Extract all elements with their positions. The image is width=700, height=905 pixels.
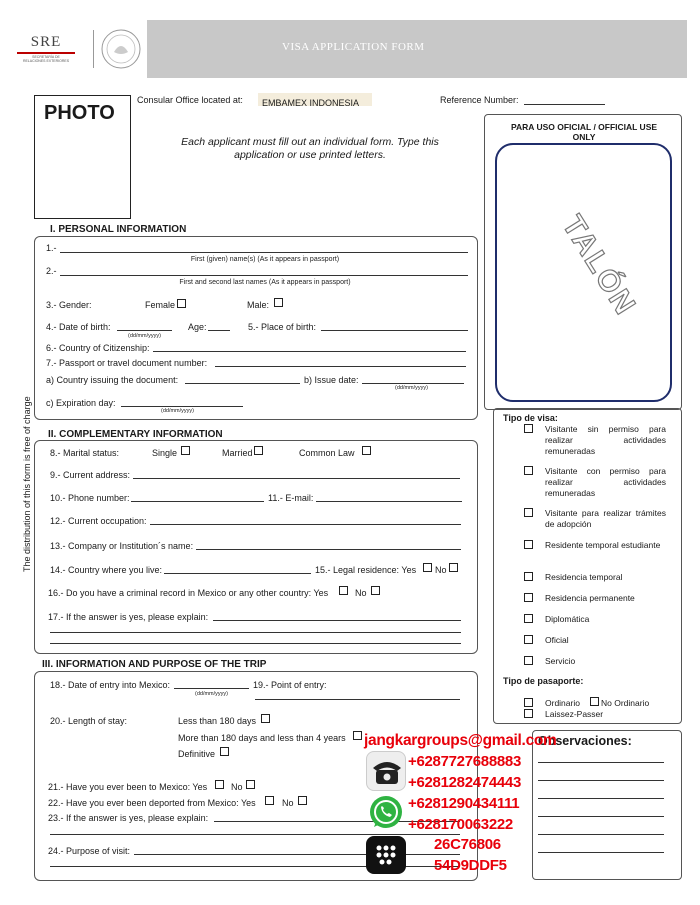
legal-residence-no-checkbox[interactable] xyxy=(449,563,458,572)
email-field[interactable] xyxy=(316,501,462,502)
reference-field[interactable] xyxy=(524,104,605,105)
gender-label: 3.- Gender: xyxy=(46,300,92,310)
stay-option-1-label: Less than 180 days xyxy=(178,716,257,726)
explain-23-line-2[interactable] xyxy=(50,834,460,835)
common-law-checkbox[interactable] xyxy=(362,446,371,455)
passport-ordinario-checkbox[interactable] xyxy=(524,698,533,707)
visa-type-label-4: Residente temporal estudiante xyxy=(545,540,661,550)
talon-box xyxy=(495,143,672,402)
stay-option-3-checkbox[interactable] xyxy=(220,747,229,756)
visa-type-label-2: Visitante con permiso para realizar actividades remuneradas xyxy=(545,466,666,498)
expiration-label: c) Expiration day: xyxy=(46,398,116,408)
expiration-field[interactable] xyxy=(121,406,243,407)
citizenship-field[interactable] xyxy=(153,351,466,352)
observaciones-panel xyxy=(532,730,682,880)
overlay-email: jangkargroups@gmail.com xyxy=(364,732,557,749)
passport-no-ordinario-checkbox[interactable] xyxy=(590,697,599,706)
legal-residence-label: 15.- Legal residence: Yes xyxy=(315,565,417,575)
sre-logo xyxy=(10,34,82,64)
female-checkbox[interactable] xyxy=(177,299,186,308)
tipo-visa-label: Tipo de visa: xyxy=(503,413,558,423)
telephone-icon xyxy=(366,751,406,791)
legal-residence-no-label: No xyxy=(435,565,447,575)
last-names-field[interactable] xyxy=(60,275,468,276)
passport-number-label: 7.- Passport or travel document number: xyxy=(46,358,208,368)
female-label: Female xyxy=(145,300,176,310)
address-label: 9.- Current address: xyxy=(50,470,131,480)
official-use-panel xyxy=(484,114,682,410)
tipo-pasaporte-label: Tipo de pasaporte: xyxy=(503,676,584,686)
passport-laissez-label: Laissez-Passer xyxy=(545,709,604,719)
observaciones-line-5[interactable] xyxy=(538,834,664,835)
visa-type-label-9: Servicio xyxy=(545,656,576,666)
issue-date-label: b) Issue date: xyxy=(304,375,359,385)
entry-date-label: 18.- Date of entry into Mexico: xyxy=(50,680,171,690)
male-checkbox[interactable] xyxy=(274,298,283,307)
deported-no-checkbox[interactable] xyxy=(298,796,307,805)
entry-point-label: 19.- Point of entry: xyxy=(253,680,327,690)
legal-residence-yes-checkbox[interactable] xyxy=(423,563,432,572)
visa-type-checkbox-5[interactable] xyxy=(524,572,533,581)
visa-type-checkbox-4[interactable] xyxy=(524,540,533,549)
entry-point-field[interactable] xyxy=(255,699,460,700)
purpose-label: 24.- Purpose of visit: xyxy=(48,846,131,856)
form-title-bar xyxy=(147,20,687,78)
overlay-phone-3: +6281290434111 xyxy=(408,795,520,812)
purpose-field-1[interactable] xyxy=(134,854,460,855)
section-complementary-title: II. COMPLEMENTARY INFORMATION xyxy=(48,429,223,440)
criminal-record-label: 16.- Do you have a criminal record in Mexico or any other country: Yes xyxy=(48,588,329,598)
company-label: 13.- Company or Institution´s name: xyxy=(50,541,194,551)
age-field[interactable] xyxy=(208,330,230,331)
talon-stamp: TALÓN xyxy=(555,209,643,322)
observaciones-line-1[interactable] xyxy=(538,762,664,763)
stay-option-3-label: Definitive xyxy=(178,749,216,759)
address-field[interactable] xyxy=(133,478,460,479)
visa-type-label-6: Residencia permanente xyxy=(545,593,635,603)
consular-office-field[interactable] xyxy=(258,93,372,106)
consular-office-value: EMBAMEX INDONESIA xyxy=(262,98,360,108)
visa-type-label-8: Oficial xyxy=(545,635,569,645)
explain-17-line-3[interactable] xyxy=(50,643,461,644)
sre-logo-sub1: SECRETARÍA DE xyxy=(32,55,60,59)
section-trip-title: III. INFORMATION AND PURPOSE OF THE TRIP xyxy=(42,659,267,670)
stay-option-2-label: More than 180 days and less than 4 years xyxy=(178,733,346,743)
photo-label: PHOTO xyxy=(44,102,115,124)
phone-field[interactable] xyxy=(131,501,264,502)
sre-logo-text: SRE xyxy=(30,34,62,50)
sre-logo-sub2: RELACIONES EXTERIORES xyxy=(22,59,70,63)
issuing-country-label: a) Country issuing the document: xyxy=(46,375,179,385)
citizenship-label: 6.- Country of Citizenship: xyxy=(46,343,150,353)
deported-yes-checkbox[interactable] xyxy=(265,796,274,805)
visa-type-checkbox-1[interactable] xyxy=(524,424,533,433)
single-label: Single xyxy=(152,448,178,458)
visa-type-checkbox-8[interactable] xyxy=(524,635,533,644)
deported-label: 22.- Have you ever been deported from Mexico: Yes xyxy=(48,798,256,808)
form-title: VISA APPLICATION FORM xyxy=(282,41,425,53)
reference-label: Reference Number: xyxy=(440,95,519,105)
stay-option-2-checkbox[interactable] xyxy=(353,731,362,740)
explain-17-line-1[interactable] xyxy=(213,620,461,621)
country-live-label: 14.- Country where you live: xyxy=(50,565,163,575)
field-1-number: 1.- xyxy=(46,243,57,253)
company-field[interactable] xyxy=(196,549,461,550)
overlay-phone-1: +6287727688883 xyxy=(408,753,522,770)
criminal-no-label: No xyxy=(355,588,367,598)
expiration-hint: (dd/mm/yyyy) xyxy=(161,408,194,414)
visa-type-checkbox-6[interactable] xyxy=(524,593,533,602)
observaciones-line-4[interactable] xyxy=(538,816,664,817)
dob-field[interactable] xyxy=(117,330,172,331)
blackberry-icon xyxy=(366,836,406,874)
visa-type-checkbox-7[interactable] xyxy=(524,614,533,623)
first-names-hint: First (given) name(s) (As it appears in passport) xyxy=(190,256,340,263)
observaciones-label: Observaciones: xyxy=(538,734,632,748)
visa-type-label-1: Visitante sin permiso para realizar actividades remuneradas xyxy=(545,424,666,456)
whatsapp-icon xyxy=(368,795,404,831)
consular-office-label: Consular Office located at: xyxy=(137,95,243,105)
section-personal-title: I. PERSONAL INFORMATION xyxy=(50,224,187,235)
visa-type-checkbox-3[interactable] xyxy=(524,508,533,517)
explain-17-label: 17.- If the answer is yes, please explain: xyxy=(48,612,209,622)
entry-date-hint: (dd/mm/yyyy) xyxy=(195,691,228,697)
single-checkbox[interactable] xyxy=(181,446,190,455)
occupation-field[interactable] xyxy=(150,524,461,525)
occupation-label: 12.- Current occupation: xyxy=(50,516,147,526)
field-2-number: 2.- xyxy=(46,266,57,276)
mexico-seal-icon xyxy=(100,28,142,70)
visa-type-label-7: Diplomática xyxy=(545,614,590,624)
email-label: 11.- E-mail: xyxy=(268,493,314,503)
criminal-no-checkbox[interactable] xyxy=(371,586,380,595)
last-names-hint: First and second last names (As it appears in passport) xyxy=(179,279,351,286)
been-yes-checkbox[interactable] xyxy=(215,780,224,789)
observaciones-line-3[interactable] xyxy=(538,798,664,799)
passport-no-ordinario-label: No Ordinario xyxy=(601,698,650,708)
been-to-mexico-label: 21.- Have you ever been to Mexico: Yes xyxy=(48,782,208,792)
free-distribution-note: The distribution of this form is free of charge xyxy=(22,396,32,572)
explain-23-label: 23.- If the answer is yes, please explain: xyxy=(48,813,209,823)
stay-option-1-checkbox[interactable] xyxy=(261,714,270,723)
stay-label: 20.- Length of stay: xyxy=(50,716,128,726)
marital-label: 8.- Marital status: xyxy=(50,448,120,458)
observaciones-line-6[interactable] xyxy=(538,852,664,853)
common-law-label: Common Law xyxy=(299,448,355,458)
overlay-phone-2: +6281282474443 xyxy=(408,774,522,791)
criminal-yes-checkbox[interactable] xyxy=(339,586,348,595)
visa-type-label-3: Visitante para realizar trámites de adopción xyxy=(545,508,666,529)
issuing-country-field[interactable] xyxy=(185,383,300,384)
phone-label: 10.- Phone number: xyxy=(50,493,130,503)
dob-label: 4.- Date of birth: xyxy=(46,322,111,332)
country-live-field[interactable] xyxy=(164,573,311,574)
first-names-field[interactable] xyxy=(60,252,468,253)
overlay-phone-4: +628170063222 xyxy=(408,816,513,833)
overlay-pin-1: 26C76806 xyxy=(434,836,501,853)
married-label: Married xyxy=(222,448,253,458)
married-checkbox[interactable] xyxy=(254,446,263,455)
observaciones-line-2[interactable] xyxy=(538,780,664,781)
visa-type-checkbox-2[interactable] xyxy=(524,466,533,475)
male-label: Male: xyxy=(247,300,270,310)
deported-no-label: No xyxy=(282,798,294,808)
dob-hint: (dd/mm/yyyy) xyxy=(128,333,161,339)
divider xyxy=(93,30,94,68)
passport-number-field[interactable] xyxy=(215,366,466,367)
pob-field[interactable] xyxy=(321,330,468,331)
issue-date-field[interactable] xyxy=(362,383,464,384)
overlay-pin-2: 54D9DDF5 xyxy=(434,857,507,874)
been-no-checkbox[interactable] xyxy=(246,780,255,789)
issue-date-hint: (dd/mm/yyyy) xyxy=(395,385,428,391)
passport-laissez-checkbox[interactable] xyxy=(524,709,533,718)
age-label: Age: xyxy=(188,322,207,332)
official-use-title: PARA USO OFICIAL / OFFICIAL USE ONLY xyxy=(510,122,658,142)
been-no-label: No xyxy=(231,782,243,792)
photo-box[interactable] xyxy=(34,95,131,219)
instructions: Each applicant must fill out an individual form. Type this application or use printed letters. xyxy=(181,136,439,161)
pob-label: 5.- Place of birth: xyxy=(248,322,317,332)
visa-type-label-5: Residencia temporal xyxy=(545,572,623,582)
passport-ordinario-label: Ordinario xyxy=(545,698,580,708)
explain-17-line-2[interactable] xyxy=(50,632,461,633)
entry-date-field[interactable] xyxy=(174,688,249,689)
visa-type-checkbox-9[interactable] xyxy=(524,656,533,665)
